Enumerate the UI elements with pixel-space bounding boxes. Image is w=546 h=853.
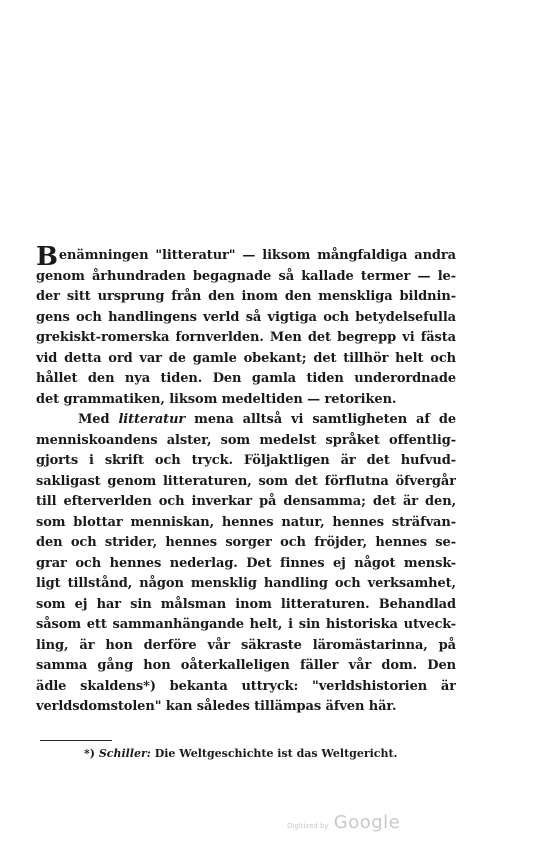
paragraph1-line-3: der sitt ursprung från den inom den menskliga bildnin- [36,289,456,304]
paragraph2-line-9: ligt tillstånd, någon mensklig handling och verksamhet, [36,576,456,591]
paragraph1-line-2: genom århundraden begagnade så kallade termer — le- [36,268,456,284]
emphasized-term: litteratur [118,412,186,427]
paragraph2-line-1: Med litteratur mena alltså vi samtligheten af de [78,412,456,427]
footnote-marker: *) [84,747,95,760]
paragraph1-line-4: gens och handlingens verld så vigtiga och betydelsefulla [36,309,456,325]
watermark-prefix: Digitized by [287,822,329,830]
paragraph1-line-1: Benämningen "litteratur" — liksom mångfaldiga andra [36,246,456,267]
drop-cap: B [36,246,58,267]
paragraph2-line-4: sakligast genom litteraturen, som det förflutna öfvergår [36,473,456,489]
body-text [36,246,456,718]
paragraph1-line-5: grekiskt-romerska fornverlden. Men det begrepp vi fästa [36,330,456,345]
paragraph2-line-3: gjorts i skrift och tryck. Följaktligen är det hufvud- [36,453,456,468]
paragraph2-line-10: som ej har sin målsman inom litteraturen. Behandlad [36,596,456,612]
paragraph1-line-7: hållet den nya tiden. Den gamla tiden underordnade [36,371,456,386]
paragraph2-line-12: ling, är hon derföre vår säkraste läromästarinna, på [36,637,456,653]
paragraph2-line-13: samma gång hon oåterkalleligen fäller vår dom. Den [36,658,456,673]
digitized-watermark [287,812,400,833]
footnote-author: Schiller: [98,747,151,760]
footnote-divider [40,740,112,741]
footnote-text: Die Weltgeschichte ist das Weltgericht. [154,747,398,760]
paragraph2-line-2: menniskoandens alster, som medelst språket offentlig- [36,432,456,448]
paragraph2-line-11: såsom ett sammanhängande helt, i sin historiska utveck- [36,617,456,632]
paragraph2-line-8: grar och hennes nederlag. Det finnes ej något mensk- [36,555,456,571]
paragraph2-line-14: ädle skaldens*) bekanta uttryck: "verldshistorien är [36,678,456,694]
paragraph2-line-15: verldsdomstolen" kan således tillämpas äfven här. [36,699,397,714]
google-logo: Google [333,812,401,833]
paragraph2-line-6: som blottar menniskan, hennes natur, hennes sträfvan- [36,514,456,530]
paragraph2-line-5: till efterverlden och inverkar på densamma; det är den, [36,494,456,509]
paragraph2-line-7: den och strider, hennes sorger och fröjder, hennes se- [36,535,456,550]
footnote [84,747,397,760]
paragraph1-line-6: vid detta ord var de gamle obekant; det tillhör helt och [36,350,456,366]
paragraph1-line-8: det grammatiken, liksom medeltiden — retoriken. [36,391,397,407]
